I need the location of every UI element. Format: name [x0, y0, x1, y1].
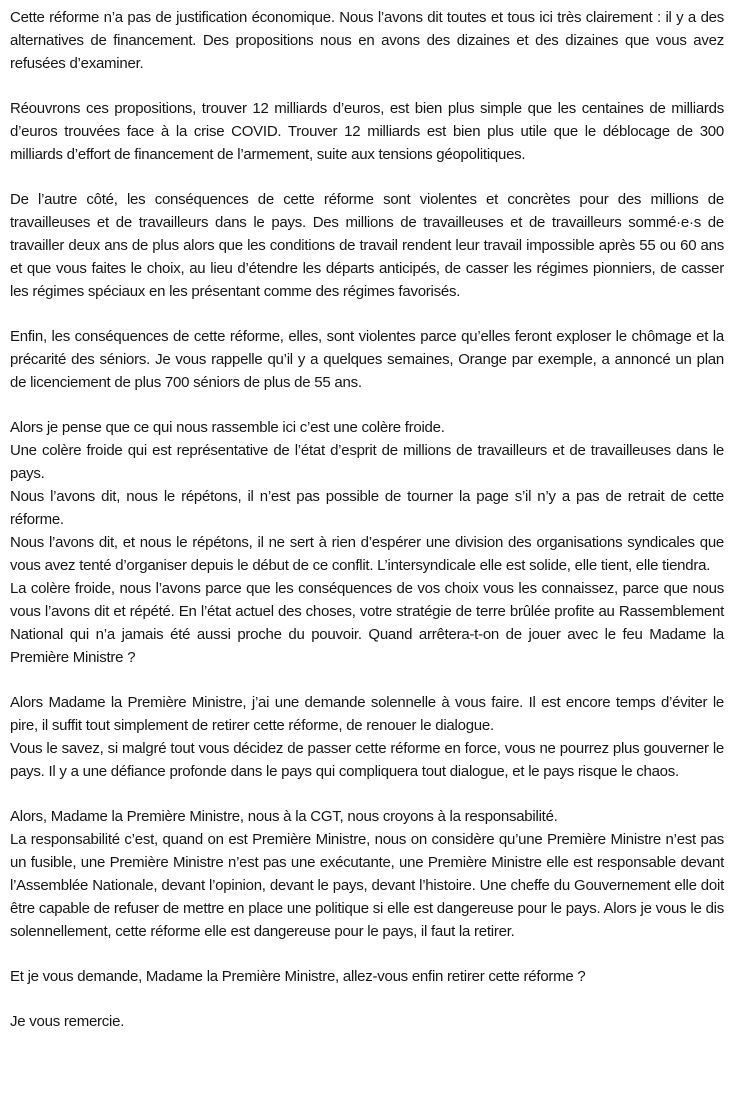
paragraph — [10, 188, 724, 303]
paragraph-line: Je vous remercie. — [10, 1013, 125, 1030]
paragraph — [10, 805, 724, 943]
paragraph-line: Alors, Madame la Première Ministre, nous à la CGT, nous croyons à la responsabilité. — [10, 808, 558, 825]
paragraph — [10, 965, 724, 988]
paragraph — [10, 325, 724, 394]
paragraph-line: Enfin, les conséquences de cette réforme, elles, sont violentes parce qu’elles feront exploser le chômage et la précarité des séniors. Je vous rappelle qu’il y a quelques semaines, Orange par exemple, a annoncé un plan de licenciement de plus 700 séniors de plus de 55 ans. — [10, 328, 724, 391]
paragraph-line: Nous l’avons dit, nous le répétons, il n’est pas possible de tourner la page s’il n’y a pas de retrait de cette réforme. — [10, 488, 724, 528]
paragraph — [10, 97, 724, 166]
paragraph-line: La responsabilité c’est, quand on est Première Ministre, nous on considère qu’une Première Ministre n’est pas un fusible, une Première Ministre n’est pas une exécutante, une Première Ministre elle est responsable devant l’Assemblée Nationale, devant l’opinion, devant le pays, devant l’histoire. Une cheffe du Gouvernement elle doit être capable de refuser de mettre en place une politique si elle est dangereuse pour le pays. Alors je vous le dis solennellement, cette réforme elle est dangereuse pour le pays, il faut la retirer. — [10, 831, 724, 940]
paragraph-line: Alors je pense que ce qui nous rassemble ici c’est une colère froide. — [10, 419, 445, 436]
paragraph-line: De l’autre côté, les conséquences de cette réforme sont violentes et concrètes pour des millions de travailleuses et de travailleurs dans le pays. Des millions de travailleuses et de travailleurs sommé·e·s de travailler deux ans de plus alors que les conditions de travail rendent leur travail impossible après 55 ou 60 ans et que vous faites le choix, au lieu d’étendre les départs anticipés, de casser les régimes pionniers, de casser les régimes spéciaux en les présentant comme des régimes favorisés. — [10, 191, 724, 300]
paragraph-line: Alors Madame la Première Ministre, j’ai une demande solennelle à vous faire. Il est encore temps d’éviter le pire, il suffit tout simplement de retirer cette réforme, de renouer le dialogue. — [10, 694, 724, 734]
paragraph-line: Nous l’avons dit, et nous le répétons, il ne sert à rien d’espérer une division des organisations syndicales que vous avez tenté d’organiser depuis le début de ce conflit. L’intersyndicale elle est solide, elle tient, elle tiendra. — [10, 534, 724, 574]
paragraph-line: Cette réforme n’a pas de justification économique. Nous l’avons dit toutes et tous ici très clairement : il y a des alternatives de financement. Des propositions nous en avons des dizaines et des dizaines que vous avez refusées d’examiner. — [10, 9, 724, 72]
paragraph — [10, 691, 724, 783]
paragraph-line: Réouvrons ces propositions, trouver 12 milliards d’euros, est bien plus simple que les centaines de milliards d’euros trouvées face à la crise COVID. Trouver 12 milliards est bien plus utile que le déblocage de 300 milliards d’effort de financement de l’armement, suite aux tensions géopolitiques. — [10, 100, 724, 163]
paragraph-line: Une colère froide qui est représentative de l’état d’esprit de millions de travailleurs et de travailleuses dans le pays. — [10, 442, 724, 482]
paragraph — [10, 1010, 724, 1033]
document-body — [10, 6, 724, 1033]
paragraph-line: Et je vous demande, Madame la Première Ministre, allez-vous enfin retirer cette réforme ? — [10, 968, 586, 985]
paragraph — [10, 416, 724, 669]
paragraph — [10, 6, 724, 75]
paragraph-line: La colère froide, nous l’avons parce que les conséquences de vos choix vous les connaissez, parce que nous vous l’avons dit et répété. En l’état actuel des choses, votre stratégie de terre brûlée profite au Rassemblement National qui n’a jamais été aussi proche du pouvoir. Quand arrêtera-t-on de jouer avec le feu Madame la Première Ministre ? — [10, 580, 724, 666]
paragraph-line: Vous le savez, si malgré tout vous décidez de passer cette réforme en force, vous ne pourrez plus gouverner le pays. Il y a une défiance profonde dans le pays qui compliquera tout dialogue, et le pays risque le chaos. — [10, 740, 724, 780]
